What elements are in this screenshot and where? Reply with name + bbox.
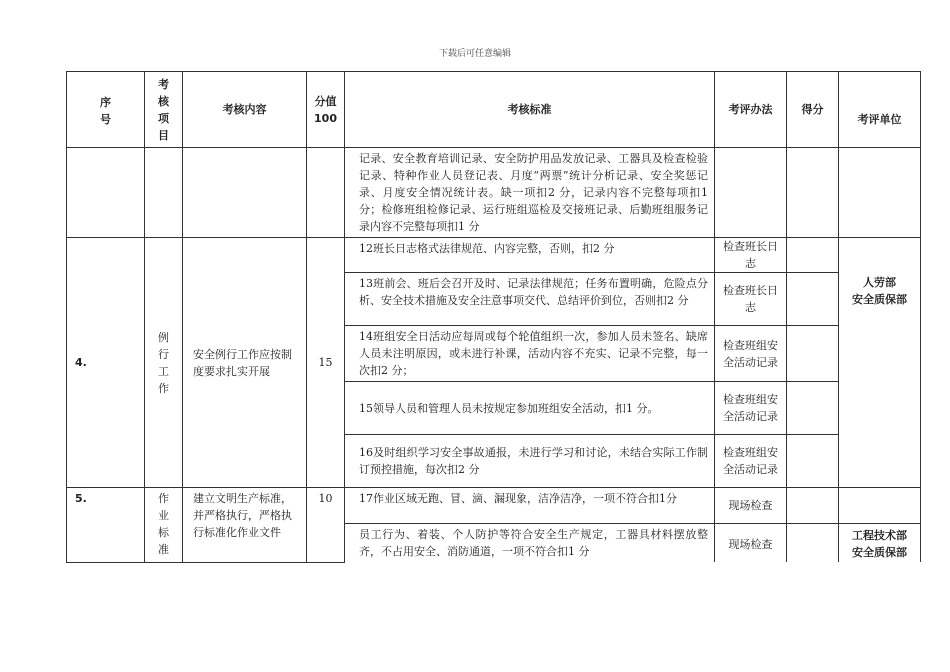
standard-text: 员工行为、着装、个人防护等符合安全生产规定，工器具材料摆放整齐，不占用安全、消防通道，一项不符合扣1 分 [345, 524, 715, 563]
unit-cell-empty [839, 488, 921, 524]
cell-standard: 记录、安全教育培训记录、安全防护用品发放记录、工器具及检查检验记录、特种作业人员登记表、月度“两票”统计分析记录、安全奖惩记录、月度安全情况统计表。缺一项扣2 分，记录内容不完整每项扣1 分；检修班组检修记录、运行班组巡检及交接班记录、后勤班组服务记录内容不完整每项扣1 分 [345, 148, 715, 238]
method-text: 检查班组安全活动记录 [715, 382, 787, 435]
score-cell [787, 326, 839, 382]
score-cell [787, 435, 839, 488]
section-item: 作业标准 [145, 488, 183, 563]
section-unit: 工程技术部 安全质保部 [839, 524, 921, 563]
header-item: 考核项目 [145, 72, 183, 148]
score-cell [787, 488, 839, 524]
section-score: 15 [307, 238, 345, 488]
score-cell [787, 382, 839, 435]
score-cell [787, 524, 839, 563]
cell-score [307, 148, 345, 238]
standard-text: 14班组安全日活动应每周或每个轮值组织一次，参加人员未签名、缺席人员未注明原因，或未进行补课，活动内容不充实、记录不完整，每一次扣2 分； [345, 326, 715, 382]
download-note: 下载后可任意编辑 [438, 49, 511, 59]
header-content: 考核内容 [183, 72, 307, 148]
standard-text: 16及时组织学习安全事故通报，未进行学习和讨论，未结合实际工作制订预控措施，每次扣2 分 [345, 435, 715, 488]
assessment-table [66, 71, 921, 563]
header-row [67, 72, 921, 148]
header-score: 分值100 [307, 72, 345, 148]
header-standard: 考核标准 [345, 72, 715, 148]
cell-method [715, 148, 787, 238]
section-score: 10 [307, 488, 345, 563]
method-text: 检查班组安全活动记录 [715, 435, 787, 488]
method-text: 检查班组安全活动记录 [715, 326, 787, 382]
section-content: 安全例行工作应按制度要求扎实开展 [183, 238, 307, 488]
cell-got [787, 148, 839, 238]
header-method: 考评办法 [715, 72, 787, 148]
section-item: 例行工作 [145, 238, 183, 488]
section-unit: 人劳部 安全质保部 [839, 238, 921, 488]
standard-text: 17作业区域无跑、冒、滴、漏现象，洁净洁净，一项不符合扣1分 [345, 488, 715, 524]
standard-text: 12班长日志格式法律规范、内容完整，否则，扣2 分 [345, 238, 715, 273]
header-seq: 序号 [67, 72, 145, 148]
cell-item [145, 148, 183, 238]
cell-content [183, 148, 307, 238]
header-unit: 考评单位 [839, 72, 921, 148]
score-cell [787, 238, 839, 273]
table-row [67, 488, 921, 524]
cell-unit [839, 148, 921, 238]
section-number: 5. [67, 488, 145, 563]
method-text: 检查班长日志 [715, 238, 787, 273]
method-text: 现场检查 [715, 488, 787, 524]
standard-text: 13班前会、班后会召开及时、记录法律规范；任务布置明确，危险点分析、安全技术措施及安全注意事项交代、总结评价到位，否则扣2 分 [345, 273, 715, 326]
method-text: 检查班长日志 [715, 273, 787, 326]
standard-text: 15领导人员和管理人员未按规定参加班组安全活动，扣1 分。 [345, 382, 715, 435]
method-text: 现场检查 [715, 524, 787, 563]
table-row [67, 238, 921, 273]
score-cell [787, 273, 839, 326]
header-got: 得分 [787, 72, 839, 148]
cell-seq [67, 148, 145, 238]
section-content: 建立文明生产标准，并严格执行，严格执行标准化作业文件 [183, 488, 307, 563]
table-row-continued [67, 148, 921, 238]
section-number: 4. [67, 238, 145, 488]
